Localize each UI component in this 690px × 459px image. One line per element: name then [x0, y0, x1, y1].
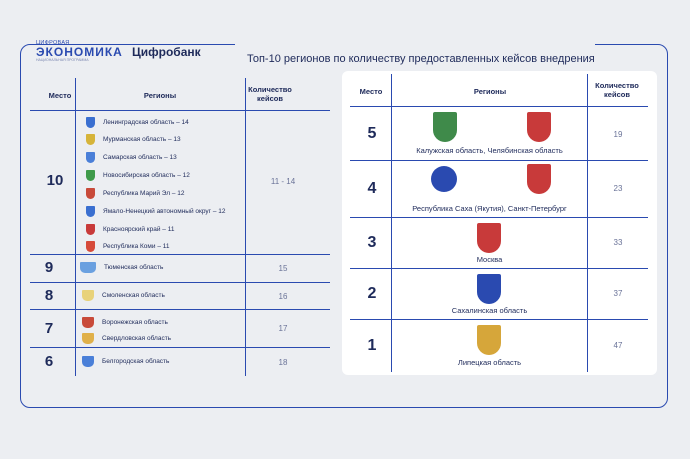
region-item — [82, 356, 169, 367]
sakhalin-crest-icon — [477, 274, 501, 304]
left-header-regions: Регионы — [143, 91, 177, 100]
right-header-divider — [350, 106, 648, 107]
crest-icon — [86, 170, 95, 181]
place-9: 9 — [44, 259, 54, 276]
count-2: 37 — [613, 289, 623, 298]
crest-icon — [80, 262, 96, 273]
region-label: Красноярский край – 11 — [103, 226, 175, 233]
crest-icon — [86, 134, 95, 145]
right-row-divider — [350, 160, 648, 161]
count-1: 47 — [613, 341, 623, 350]
crest-icon — [86, 241, 95, 252]
right-header-count-l1: Количество — [595, 81, 639, 90]
right-row-divider — [350, 268, 648, 269]
count-5: 19 — [613, 130, 623, 139]
crest-icon — [86, 206, 95, 217]
right-header-place: Место — [359, 87, 383, 96]
region-item — [86, 152, 177, 163]
logo-main-text: ЭКОНОМИКА — [36, 45, 123, 59]
left-row-divider — [30, 347, 330, 348]
crest-icon — [86, 117, 95, 128]
region-label: Белгородская область — [102, 358, 170, 365]
region-label: Смоленская область — [102, 292, 165, 299]
region-name-4: Республика Саха (Якутия), Санкт-Петербург — [412, 204, 567, 213]
place-10: 10 — [46, 172, 64, 189]
crest-icon — [82, 333, 94, 344]
region-item — [82, 317, 168, 328]
count-10: 11 - 14 — [270, 177, 296, 186]
kaluga-crest-icon — [433, 112, 457, 142]
region-label: Ямало-Ненецкий автономный округ – 12 — [103, 208, 226, 215]
chelyabinsk-crest-icon — [527, 112, 551, 142]
region-label: Новосибирская область – 12 — [103, 172, 190, 179]
lipetsk-crest-icon — [477, 325, 501, 355]
left-header-place: Место — [48, 91, 72, 100]
right-header-count-l2: кейсов — [604, 90, 630, 99]
region-item — [86, 170, 190, 181]
yakutia-emblem-icon — [431, 166, 457, 192]
place-6: 6 — [44, 353, 54, 370]
region-label: Республика Коми – 11 — [103, 243, 170, 250]
logo-sub-text: НАЦИОНАЛЬНАЯ ПРОГРАММА — [36, 58, 89, 62]
crest-icon — [82, 356, 94, 367]
saint-petersburg-crest-icon — [527, 164, 551, 194]
title-gap — [235, 38, 595, 52]
page-title: Топ-10 регионов по количеству предоставленных кейсов внедрения — [247, 53, 595, 65]
left-col-divider-1 — [75, 78, 76, 376]
left-header-count — [240, 85, 300, 103]
left-row-divider — [30, 309, 330, 310]
region-item — [86, 134, 181, 145]
place-2: 2 — [367, 285, 377, 302]
region-label: Воронежская область — [102, 319, 168, 326]
moscow-crest-icon — [477, 223, 501, 253]
left-col-divider-2 — [245, 78, 246, 376]
region-item — [86, 188, 185, 199]
region-name-1: Липецкая область — [457, 358, 522, 367]
region-label: Тюменская область — [104, 264, 164, 271]
place-4: 4 — [367, 180, 377, 197]
crest-icon — [86, 152, 95, 163]
place-3: 3 — [367, 234, 377, 251]
right-header-count — [586, 81, 648, 99]
crest-icon — [82, 290, 94, 301]
region-label: Республика Марий Эл – 12 — [103, 190, 185, 197]
left-row-divider — [30, 282, 330, 283]
place-5: 5 — [367, 125, 377, 142]
count-7: 17 — [278, 324, 288, 333]
place-8: 8 — [44, 287, 54, 304]
bank-logo-text: Цифробанк — [132, 45, 201, 59]
count-4: 23 — [613, 184, 623, 193]
right-row-divider — [350, 217, 648, 218]
logo-cifrovaya-ekonomika — [36, 40, 123, 62]
count-3: 33 — [613, 238, 623, 247]
region-item — [86, 117, 189, 128]
region-name-3: Москва — [476, 255, 503, 264]
right-col-divider-1 — [391, 74, 392, 372]
crest-icon — [86, 224, 95, 235]
left-header-count-l1: Количество — [248, 85, 292, 94]
region-label: Ленинградская область – 14 — [103, 119, 189, 126]
region-item — [82, 290, 165, 301]
right-col-divider-2 — [587, 74, 588, 372]
place-1: 1 — [367, 337, 377, 354]
count-9: 15 — [278, 264, 288, 273]
region-item — [86, 206, 225, 217]
region-item — [86, 241, 170, 252]
region-label: Самарская область – 13 — [103, 154, 177, 161]
logo-top-text: ЦИФРОВАЯ — [36, 40, 70, 46]
region-label: Мурманская область – 13 — [103, 136, 181, 143]
region-name-5: Калужская область, Челябинская область — [416, 146, 563, 155]
left-header-count-l2: кейсов — [257, 94, 283, 103]
count-8: 16 — [278, 292, 288, 301]
place-7: 7 — [44, 320, 54, 337]
right-header-regions: Регионы — [473, 87, 507, 96]
right-row-divider — [350, 319, 648, 320]
left-row-divider — [30, 254, 330, 255]
region-label: Свердловская область — [102, 335, 172, 342]
region-item — [86, 224, 174, 235]
crest-icon — [82, 317, 94, 328]
region-name-2: Сахалинская область — [451, 306, 528, 315]
count-6: 18 — [278, 358, 288, 367]
region-item — [80, 262, 163, 273]
region-item — [82, 333, 171, 344]
crest-icon — [86, 188, 95, 199]
